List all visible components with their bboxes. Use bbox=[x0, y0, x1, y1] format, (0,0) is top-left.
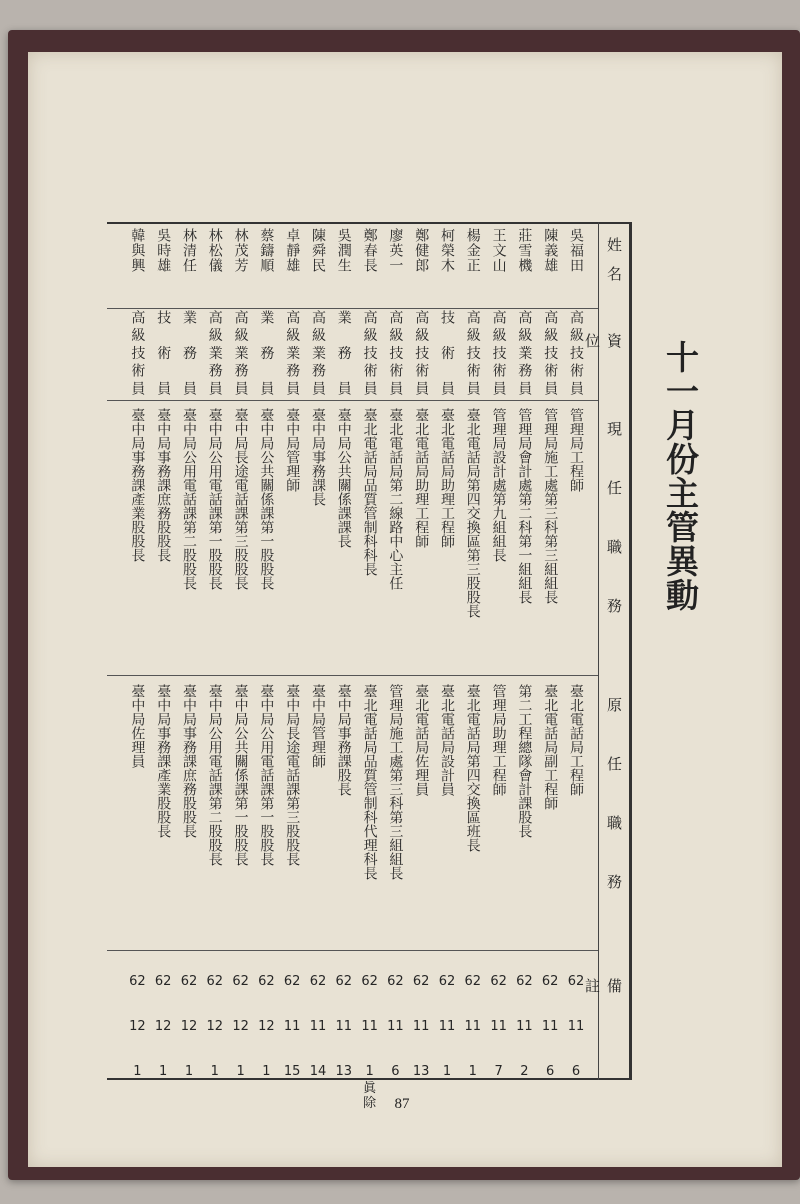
person-name: 林松儀 bbox=[206, 228, 223, 273]
person-name: 廖英一 bbox=[387, 228, 404, 273]
current-duty: 臺北電話局第二線路中心主任 bbox=[387, 408, 404, 590]
note-part: 12 bbox=[258, 1019, 275, 1034]
person-name: 鄭春長 bbox=[361, 228, 378, 273]
note-date bbox=[487, 974, 511, 1079]
previous-duty: 管理局施工處第三科第三組組長 bbox=[387, 684, 404, 880]
note-date bbox=[564, 974, 588, 1079]
page-number: 87 bbox=[394, 1096, 410, 1112]
previous-duty: 第二工程總隊會計課股長 bbox=[516, 684, 533, 838]
note-part: 6 bbox=[391, 1064, 400, 1079]
note-part: 62 bbox=[335, 974, 353, 989]
note-part: 12 bbox=[180, 1019, 198, 1034]
note-part: 11 bbox=[464, 1019, 482, 1034]
rank-value: 高級技術員 bbox=[568, 310, 584, 396]
note-part: 12 bbox=[129, 1019, 146, 1034]
note-part: 6 bbox=[546, 1064, 555, 1079]
rank-value: 高級技術員 bbox=[129, 310, 146, 396]
note-date bbox=[229, 974, 253, 1079]
person-name: 吳福田 bbox=[568, 228, 584, 273]
note-date bbox=[435, 974, 459, 1079]
note-part: 62 bbox=[283, 974, 301, 989]
current-duty: 臺中局事務課庶務股股長 bbox=[155, 408, 172, 562]
rank-value: 高級技術員 bbox=[361, 310, 378, 396]
note-date bbox=[409, 974, 433, 1079]
note-date bbox=[512, 974, 536, 1079]
note-part: 62 bbox=[361, 974, 378, 989]
person-name: 吳時雄 bbox=[155, 228, 172, 273]
note-part: 13 bbox=[335, 1064, 353, 1079]
previous-duty: 臺中局公用電話課第二股股長 bbox=[206, 684, 223, 866]
note-part: 11 bbox=[309, 1019, 327, 1034]
person-name: 鄭健郎 bbox=[413, 228, 430, 273]
rank-value: 業務員 bbox=[258, 310, 275, 396]
note-part: 1 bbox=[184, 1064, 194, 1079]
note-part: 62 bbox=[490, 974, 507, 989]
note-part: 1 bbox=[236, 1064, 245, 1079]
note-part: 15 bbox=[283, 1064, 301, 1079]
rank-value: 高級技術員 bbox=[464, 310, 481, 396]
note-date bbox=[332, 974, 356, 1079]
note-part: 11 bbox=[438, 1019, 456, 1034]
current-duty: 臺中局事務課產業股股長 bbox=[129, 408, 146, 562]
current-duty: 臺北電話局助理工程師 bbox=[413, 408, 430, 548]
person-name: 陳舜民 bbox=[310, 228, 326, 273]
note-date bbox=[125, 974, 149, 1079]
rank-value: 技術員 bbox=[155, 310, 172, 396]
previous-duty: 臺中局長途電話課第三股股長 bbox=[284, 684, 301, 866]
rank-value: 高級技術員 bbox=[490, 310, 507, 396]
previous-duty: 臺中局佐理員 bbox=[129, 684, 146, 768]
note-part: 7 bbox=[494, 1064, 503, 1079]
note-date bbox=[461, 974, 485, 1079]
header-current-duty: 現任職務 bbox=[605, 421, 623, 657]
person-name: 卓靜雄 bbox=[284, 228, 301, 273]
previous-duty: 臺中局公共關係課第一股股長 bbox=[232, 684, 249, 866]
current-duty: 管理局會計處第二科第一組組長 bbox=[516, 408, 533, 604]
current-duty: 臺中局公共關係課第一股股長 bbox=[258, 408, 275, 590]
current-duty: 臺中局事務課長 bbox=[310, 408, 326, 506]
note-date bbox=[358, 974, 382, 1111]
note-date bbox=[306, 974, 330, 1079]
note-part: 12 bbox=[232, 1019, 249, 1034]
page-title: 十一月份主管異動 bbox=[661, 340, 700, 612]
row-divider-rank bbox=[107, 400, 598, 401]
note-part: 1 bbox=[365, 1064, 374, 1079]
previous-duty: 臺北電話局設計員 bbox=[439, 684, 455, 796]
note-part: 62 bbox=[180, 974, 198, 989]
current-duty: 臺中局公用電話課第二股股長 bbox=[181, 408, 197, 590]
person-name: 蔡鑄順 bbox=[258, 228, 275, 273]
current-duty: 管理局設計處第九組組長 bbox=[490, 408, 507, 562]
note-part: 62 bbox=[129, 974, 146, 989]
row-divider-previous bbox=[107, 950, 598, 951]
header-name: 姓名 bbox=[605, 237, 623, 295]
person-name: 柯榮木 bbox=[439, 228, 455, 273]
person-name: 陳義雄 bbox=[542, 228, 559, 273]
previous-duty: 臺北電話局品質管制科代理科長 bbox=[361, 684, 378, 880]
note-part: 62 bbox=[309, 974, 327, 989]
previous-duty: 臺北電話局第四交換區班長 bbox=[464, 684, 481, 852]
note-date bbox=[254, 974, 278, 1079]
previous-duty: 管理局助理工程師 bbox=[490, 684, 507, 796]
row-divider-name bbox=[107, 308, 598, 309]
previous-duty: 臺北電話局副工程師 bbox=[542, 684, 559, 810]
note-part: 62 bbox=[567, 974, 585, 989]
previous-duty: 臺中局管理師 bbox=[310, 684, 326, 768]
note-part: 12 bbox=[206, 1019, 224, 1034]
person-name: 莊雪機 bbox=[516, 228, 533, 273]
note-part: 1 bbox=[159, 1064, 168, 1079]
current-duty: 臺北電話局品質管制科科長 bbox=[361, 408, 378, 576]
note-part: 1 bbox=[210, 1064, 219, 1079]
note-part: 62 bbox=[438, 974, 456, 989]
previous-duty: 臺中局事務課股長 bbox=[335, 684, 352, 796]
note-part: 11 bbox=[361, 1019, 378, 1034]
note-part: 11 bbox=[387, 1019, 404, 1034]
previous-duty: 臺中局事務課庶務股股長 bbox=[181, 684, 197, 838]
note-part: 13 bbox=[412, 1064, 430, 1079]
rank-value: 高級業務員 bbox=[516, 310, 533, 396]
rank-value: 高級業務員 bbox=[206, 310, 223, 396]
note-part: 1 bbox=[133, 1064, 142, 1079]
rank-value: 高級技術員 bbox=[387, 310, 404, 396]
note-part: 1 bbox=[468, 1064, 477, 1079]
person-name: 韓與興 bbox=[129, 228, 146, 273]
current-duty: 臺中局公用電話課第一股股長 bbox=[206, 408, 223, 590]
current-duty: 臺北電話局助理工程師 bbox=[439, 408, 455, 548]
note-part: 62 bbox=[154, 974, 172, 989]
note-part: 62 bbox=[464, 974, 482, 989]
note-part: 11 bbox=[335, 1019, 353, 1034]
person-name: 林茂芳 bbox=[232, 228, 249, 273]
note-part: 1 bbox=[262, 1064, 271, 1079]
note-part: 11 bbox=[541, 1019, 559, 1034]
note-date bbox=[177, 974, 201, 1079]
note-part: 11 bbox=[283, 1019, 301, 1034]
note-part: 62 bbox=[412, 974, 430, 989]
rank-value: 高級業務員 bbox=[232, 310, 249, 396]
note-part: 11 bbox=[490, 1019, 507, 1034]
person-name: 楊金正 bbox=[464, 228, 481, 273]
person-name: 吳潤生 bbox=[335, 228, 352, 273]
current-duty: 臺北電話局第四交換區第三股股長 bbox=[464, 408, 481, 618]
note-part: 11 bbox=[567, 1019, 585, 1034]
note-part: 12 bbox=[154, 1019, 172, 1034]
rank-value: 高級技術員 bbox=[413, 310, 430, 396]
note-date bbox=[203, 974, 227, 1079]
note-date bbox=[538, 974, 562, 1079]
note-part: 2 bbox=[520, 1064, 529, 1079]
note-part: 1 bbox=[442, 1064, 452, 1079]
note-part: 62 bbox=[387, 974, 404, 989]
note-part: 6 bbox=[571, 1064, 581, 1079]
note-date bbox=[151, 974, 175, 1079]
header-previous-duty: 原任職務 bbox=[605, 697, 623, 933]
previous-duty: 臺北電話局佐理員 bbox=[413, 684, 430, 796]
previous-duty: 臺中局公用電話課第一股股長 bbox=[258, 684, 275, 866]
current-duty: 臺中局公共關係課課長 bbox=[335, 408, 352, 548]
note-part: 62 bbox=[258, 974, 275, 989]
person-name: 王文山 bbox=[490, 228, 507, 273]
rank-value: 高級技術員 bbox=[542, 310, 559, 396]
previous-duty: 臺中局事務課產業股股長 bbox=[155, 684, 172, 838]
rank-value: 高級業務員 bbox=[310, 310, 326, 396]
previous-duty: 臺北電話局工程師 bbox=[568, 684, 584, 796]
rank-value: 技術員 bbox=[439, 310, 455, 396]
current-duty: 管理局施工處第三科第三組組長 bbox=[542, 408, 559, 604]
header-notes: 備註 bbox=[583, 977, 623, 1053]
note-part: 11 bbox=[412, 1019, 430, 1034]
row-divider-current bbox=[107, 675, 598, 676]
current-duty: 臺中局長途電話課第三股股長 bbox=[232, 408, 249, 590]
note-date bbox=[280, 974, 304, 1079]
note-part: 眞除 bbox=[363, 1081, 377, 1111]
rank-value: 業務員 bbox=[335, 310, 352, 396]
header-rank: 資位 bbox=[583, 332, 623, 376]
rank-value: 高級業務員 bbox=[284, 310, 301, 396]
note-part: 62 bbox=[206, 974, 224, 989]
current-duty: 臺中局管理師 bbox=[284, 408, 301, 492]
rank-value: 業務員 bbox=[181, 310, 197, 396]
note-part: 62 bbox=[232, 974, 249, 989]
note-part: 11 bbox=[516, 1019, 533, 1034]
note-part: 62 bbox=[541, 974, 559, 989]
note-date bbox=[383, 974, 407, 1079]
note-part: 14 bbox=[309, 1064, 327, 1079]
note-part: 62 bbox=[516, 974, 533, 989]
person-name: 林清任 bbox=[181, 228, 197, 273]
current-duty: 管理局工程師 bbox=[568, 408, 584, 492]
